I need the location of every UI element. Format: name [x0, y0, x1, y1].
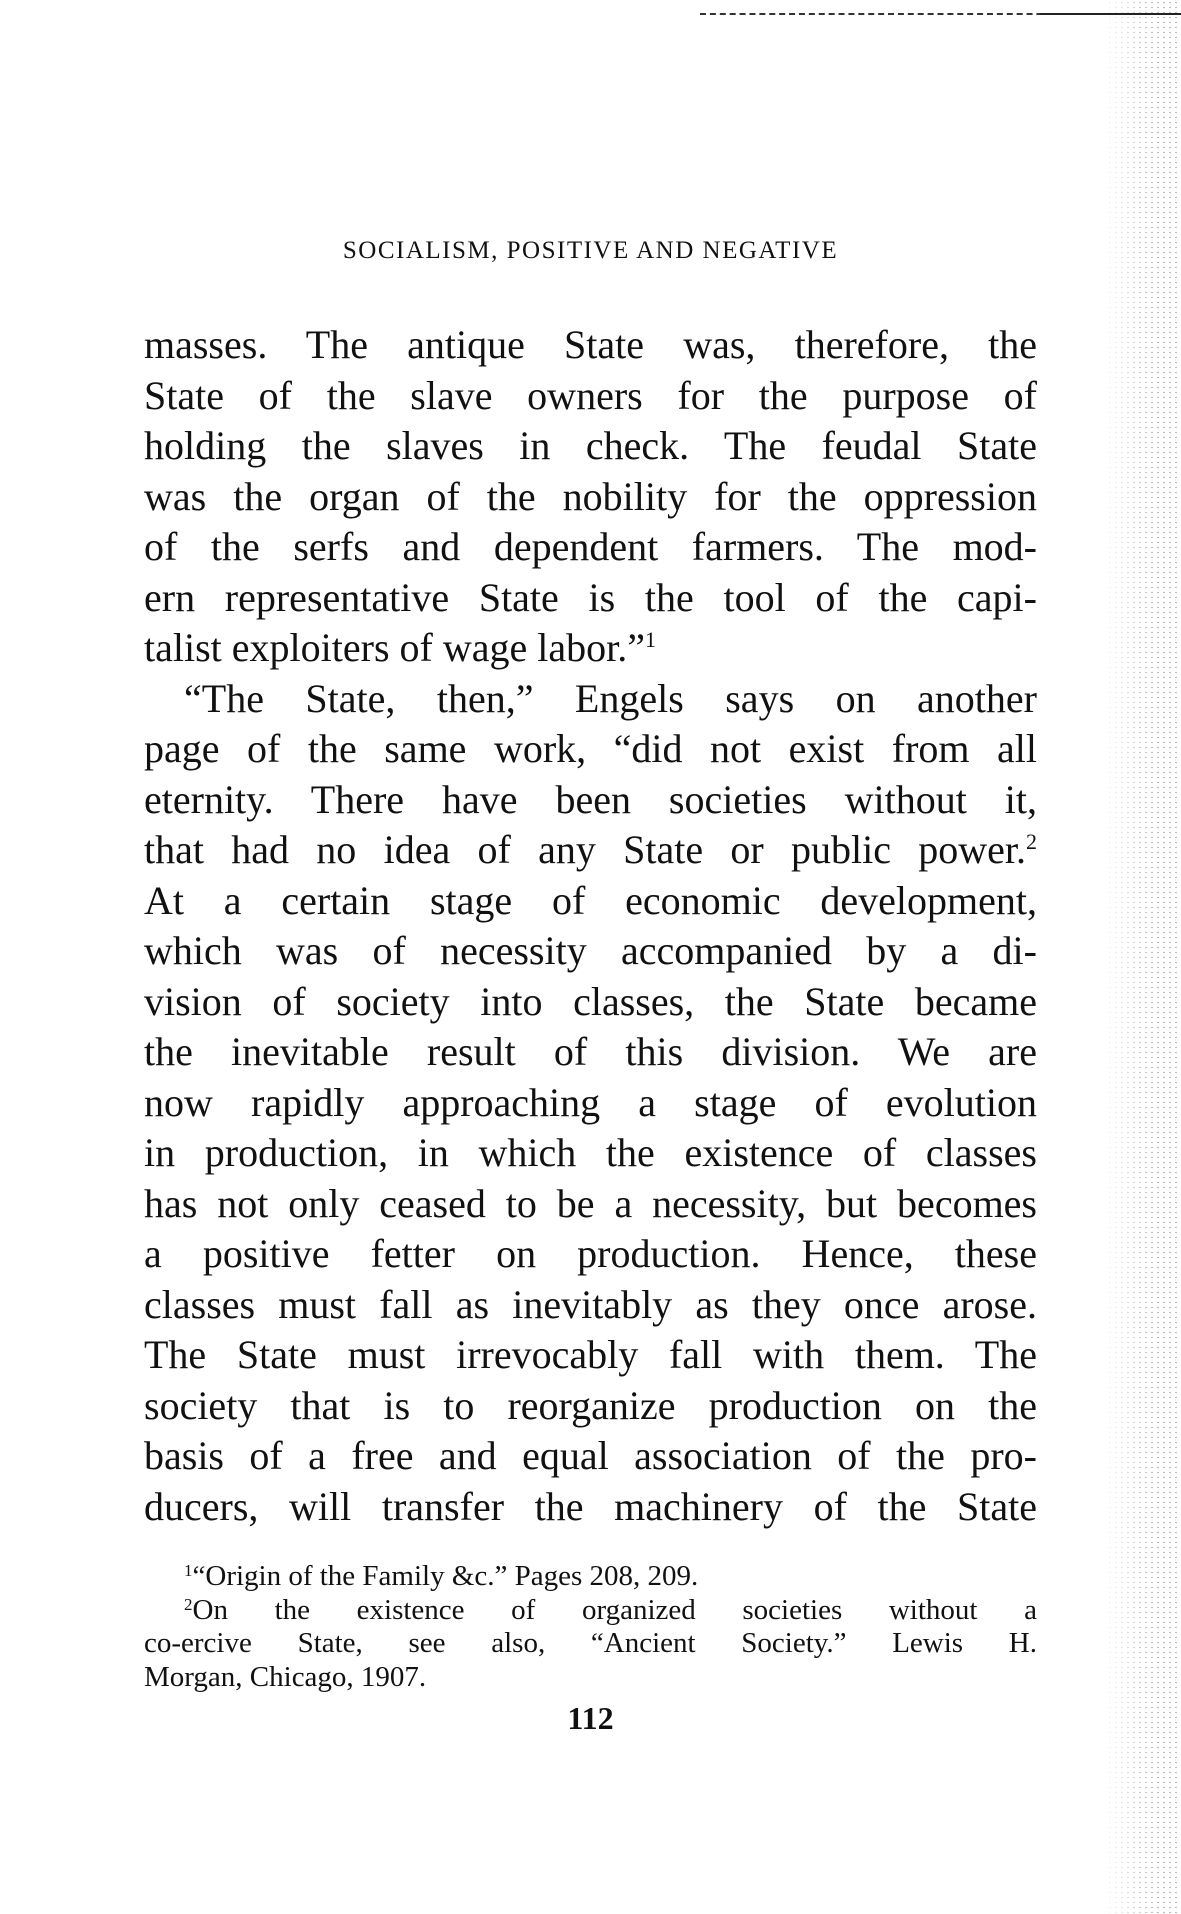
line-text: ducers, will transfer the machinery of the State: [144, 1483, 1037, 1529]
line-text: ern representative State is the tool of the capi-: [144, 574, 1037, 620]
body-line: [144, 1027, 1037, 1078]
body-line: [144, 724, 1037, 775]
body-line: [144, 472, 1037, 523]
line-text: basis of a free and equal association of the pro-: [144, 1433, 1037, 1478]
line-text: in production, in which the existence of classes: [144, 1130, 1037, 1175]
line-text: the inevitable result of this division. We are: [144, 1029, 1037, 1074]
line-text: a positive fetter on production. Hence, these: [144, 1231, 1037, 1276]
footnote-ref[interactable]: 1: [644, 627, 656, 652]
body-line: [144, 1229, 1037, 1280]
body-line: [144, 522, 1037, 573]
body-line: [144, 775, 1037, 826]
line-text: of the serfs and dependent farmers. The mod-: [144, 524, 1037, 569]
line-text: “The State, then,” Engels says on another: [184, 675, 1037, 721]
line-text: eternity. There have been societies without it,: [144, 776, 1037, 822]
footnote-text: “Origin of the Family &c.” Pages 208, 209.: [192, 1560, 699, 1592]
line-text: that had no idea of any State or public power.: [144, 827, 1026, 872]
body-line: [144, 371, 1037, 422]
footnote-1: [144, 1560, 1037, 1594]
body-line: [144, 421, 1037, 472]
body-line: [144, 1179, 1037, 1230]
line-text: was the organ of the nobility for the oppression: [144, 473, 1037, 519]
body-line: [144, 1330, 1037, 1381]
footnote-2-cont: [144, 1661, 1037, 1695]
line-text: society that is to reorganize production on the: [144, 1382, 1037, 1428]
body-line: [144, 573, 1037, 624]
body-line: [144, 674, 1037, 725]
body-line: [144, 926, 1037, 977]
body-line: [144, 623, 1037, 674]
body-line: [144, 1280, 1037, 1331]
scan-edge-noise: [1101, 0, 1181, 1914]
line-text: page of the same work, “did not exist from all: [144, 726, 1037, 771]
footnote-text: co-ercive State, see also, “Ancient Society.” Lewis H.: [144, 1627, 1037, 1659]
line-text: now rapidly approaching a stage of evolution: [144, 1079, 1037, 1125]
line-text: classes must fall as inevitably as they once arose.: [144, 1281, 1037, 1327]
body-line: [144, 320, 1037, 371]
body-text: [144, 320, 1037, 1532]
page-number: 112: [567, 1700, 614, 1736]
body-line: [144, 1381, 1037, 1432]
body-line: [144, 1078, 1037, 1129]
footnote-2-cont: [144, 1627, 1037, 1661]
body-line: [144, 1128, 1037, 1179]
footnote-marker: 2: [184, 1594, 193, 1614]
footnote-text: On the existence of organized societies without a: [192, 1593, 1037, 1626]
line-text: The State must irrevocably fall with them. The: [144, 1332, 1037, 1377]
body-line: [144, 977, 1037, 1028]
line-text: vision of society into classes, the State became: [144, 978, 1037, 1024]
running-head: SOCIALISM, POSITIVE AND NEGATIVE: [342, 237, 839, 264]
footnote-marker: 1: [184, 1561, 193, 1580]
body-line: [144, 876, 1037, 927]
body-line: [144, 825, 1037, 876]
footnote-2: [144, 1594, 1037, 1628]
line-text: holding the slaves in check. The feudal State: [144, 423, 1037, 468]
footnotes: [144, 1560, 1037, 1694]
line-text: talist exploiters of wage labor.”: [144, 625, 645, 670]
line-text: At a certain stage of economic development,: [144, 877, 1037, 923]
line-text: which was of necessity accompanied by a di-: [144, 928, 1037, 973]
footnote-ref[interactable]: 2: [1026, 829, 1037, 854]
footnote-text: Morgan, Chicago, 1907.: [144, 1660, 427, 1693]
line-text: masses. The antique State was, therefore, the: [144, 322, 1037, 367]
line-text: has not only ceased to be a necessity, but becomes: [144, 1180, 1037, 1226]
body-line: [144, 1431, 1037, 1482]
body-line: [144, 1482, 1037, 1533]
line-text: State of the slave owners for the purpose of: [144, 372, 1037, 418]
